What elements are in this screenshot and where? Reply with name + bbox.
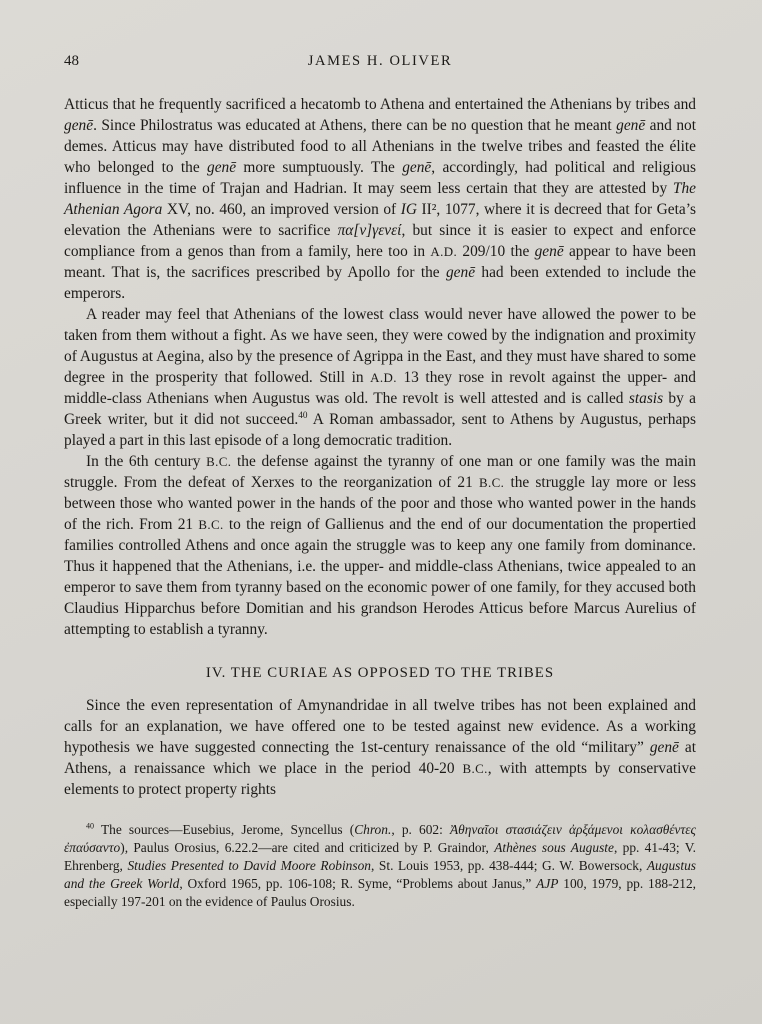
text-segment: Athènes sous Auguste [494, 840, 614, 855]
text-segment: Since the even representation of Amynandridae in all twelve tribes has not been explained and calls for an explanation, we have offered one to be tested against new evidence. As a working hypothesis we have suggested connecting the 1st-century renaissance of the old “military” [64, 697, 696, 756]
text-segment: A.D. [430, 244, 458, 259]
text-segment: by a Greek writer, but it did not succeed. [64, 390, 696, 428]
text-segment: genē [402, 159, 432, 176]
text-segment: Chron. [354, 822, 392, 837]
text-segment: πα[ν]γενεί [337, 222, 402, 239]
text-segment: and not demes. Atticus may have distributed food to all Athenians in the twelve tribes and feasted the élite who belonged to the [64, 117, 696, 176]
text-segment: more sumptuously. The [236, 159, 403, 176]
text-segment: to the reign of Gallienus and the end of our documentation the propertied families controlled Athens and once again the struggle was to keep any one family from dominance. Thus it happened that the Athenians, i.e. the upper- and middle-class Athenians, twice appealed to an emperor to save them from tyranny based on the economic power of one family, for they accused both Claudius Hipparchus before Domitian and his grandson Herodes Atticus before Marcus Aurelius of attempting to establish a tyranny. [64, 516, 696, 638]
article-body [64, 94, 696, 800]
text-segment: II², 1077, where it is decreed that for Geta’s elevation the Athenians were to sacrifice [64, 201, 696, 239]
text-segment: , St. Louis 1953, pp. 438-444; G. W. Bowersock, [370, 858, 647, 873]
text-segment: 13 they rose in revolt against the upper- and middle-class Athenians when Augustus was old. The revolt is well attested and is called [64, 369, 696, 407]
text-segment: Ἀθηναῖοι στασιάζειν ἀρξάμενοι κολασθέντες ἐπαύσαντο [64, 822, 696, 855]
text-segment: , Oxford 1965, pp. 106-108; R. Syme, “Problems about Janus,” [179, 876, 537, 891]
text-segment: 209/10 the [457, 243, 535, 260]
text-segment: , with attempts by conservative elements to protect property rights [64, 760, 696, 798]
text-segment: the struggle lay more or less between those who wanted power in the hands of the poor and those who wanted power in the hands of the rich. From 21 [64, 474, 696, 533]
text-segment: . Since Philostratus was educated at Athens, there can be no question that he meant [93, 117, 617, 134]
text-segment: B.C. [206, 454, 232, 469]
text-segment: , p. 602: [391, 822, 450, 837]
text-segment: AJP [536, 876, 559, 891]
text-segment: Augustus and the Greek World [64, 858, 696, 891]
text-segment: , pp. 41-43; V. Ehrenberg, [64, 840, 697, 873]
text-segment: appear to have been meant. That is, the sacrifices prescribed by Apollo for the [64, 243, 696, 281]
paragraph [64, 94, 696, 304]
text-segment: Atticus that he frequently sacrificed a hecatomb to Athena and entertained the Athenians by tribes and [64, 96, 696, 113]
text-segment: The Athenian Agora [64, 180, 696, 218]
text-segment: XV, no. 460, an improved version of [162, 201, 401, 218]
text-segment: at Athens, a renaissance which we place in the period 40-20 [64, 739, 696, 777]
section-heading: IV. THE CURIAE AS OPPOSED TO THE TRIBES [205, 665, 555, 681]
text-segment: genē [534, 243, 564, 260]
footnote-40 [64, 821, 696, 911]
text-segment: had been extended to include the emperors. [64, 264, 696, 302]
text-segment: In the 6th century [86, 453, 207, 470]
text-segment: , accordingly, had political and religious influence in the time of Trajan and Hadrian. It may seem less certain that they are attested by [64, 159, 696, 197]
text-segment: The sources—Eusebius, Jerome, Syncellus ( [94, 822, 355, 837]
text-segment: B.C. [198, 517, 224, 532]
text-segment: ), Paulus Orosius, 6.22.2—are cited and criticized by P. Graindor, [120, 840, 495, 855]
text-segment: 100, 1979, pp. 188-212, especially 197-201 on the evidence of Paulus Orosius. [64, 876, 696, 909]
text-segment: stasis [628, 390, 664, 407]
paragraph [64, 695, 696, 800]
running-header [64, 52, 696, 72]
footnotes [64, 821, 696, 911]
text-segment: A Roman ambassador, sent to Athens by Augustus, perhaps played a part in this last episode of a long democratic tradition. [64, 411, 696, 449]
running-head: JAMES H. OLIVER [307, 53, 453, 69]
text-segment: B.C. [478, 475, 505, 490]
paragraph [64, 304, 696, 451]
text-segment: A.D. [370, 370, 397, 385]
text-segment: genē [616, 117, 646, 134]
text-segment: genē [445, 264, 476, 281]
text-segment: the defense against the tyranny of one man or one family was the main struggle. From the defeat of Xerxes to the reorganization of 21 [64, 453, 696, 491]
page-number: 48 [64, 53, 79, 69]
text-segment: genē [649, 739, 679, 756]
text-segment: A reader may feel that Athenians of the lowest class would never have allowed the power to be taken from them without a fight. As we have seen, they were cowed by the indignation and proximity of Augustus at Aegina, also by the presence of Agrippa in the East, and they must have shared to some degree in the prosperity that followed. Still in [64, 306, 696, 386]
footnote-marker: 40 [86, 821, 95, 831]
text-segment: , but since it is easier to expect and enforce compliance from a genos than from a family, here too in [64, 222, 696, 260]
footnote-marker: 40 [298, 409, 308, 420]
text-segment: genē [64, 117, 94, 134]
text-segment: B.C. [462, 761, 488, 776]
text-segment: IG [400, 201, 417, 218]
paragraph [64, 451, 696, 640]
text-segment: genē [207, 159, 237, 176]
text-segment: Studies Presented to David Moore Robinson [127, 858, 371, 873]
